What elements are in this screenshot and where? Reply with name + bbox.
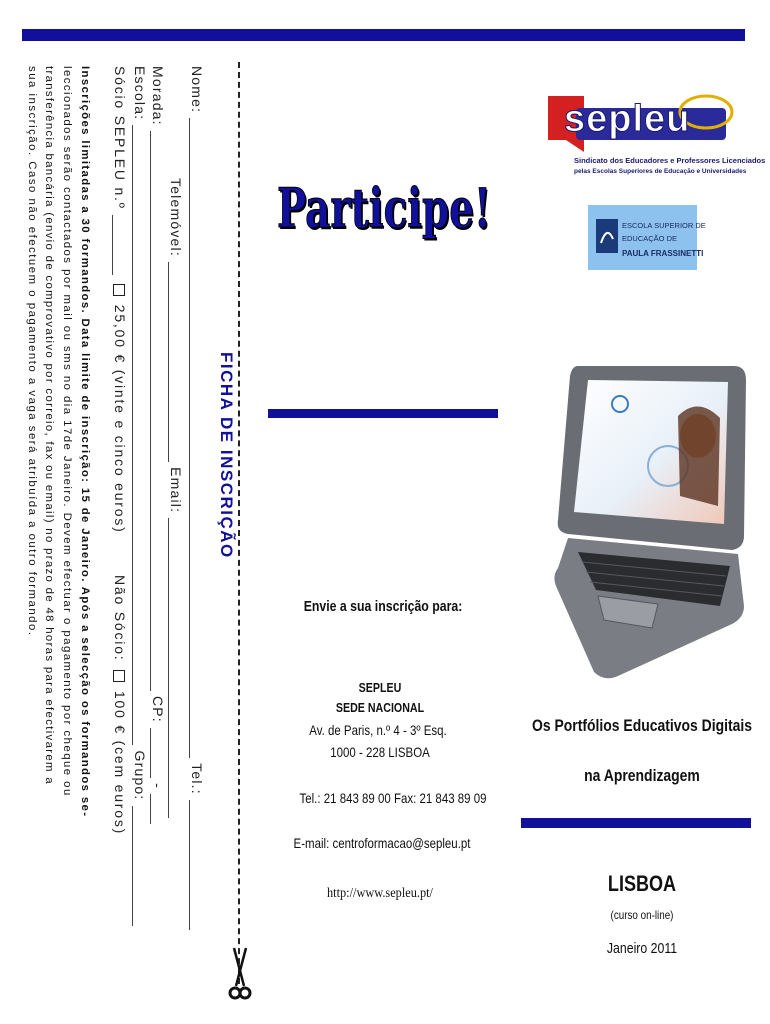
nome-label: Nome: [189,66,205,114]
sepleu-logo-text: sepleu [564,98,691,140]
notice-line-4: sua inscrição. Caso não efectuem o pagamento a vaga será atribuída a outro formando. [26,66,38,637]
cp-field[interactable] [150,728,163,778]
socio-number-field[interactable] [112,215,125,275]
participe-heading: Participe! [276,176,492,240]
form-line-morada [150,66,166,824]
sede-name: SEDE NACIONAL [335,700,425,715]
course-date: Janeiro 2011 [606,940,678,957]
nao-socio-checkbox[interactable] [113,670,125,682]
form-line-nome [189,66,205,930]
sepleu-tagline-2: pelas Escolas Superiores de Educação e Universidades [574,168,747,175]
cut-line [238,62,240,984]
envie-text: Envie a sua inscrição para: [303,598,463,615]
notice-line-3: transferência bancária (envio de comprovativo por correio, fax ou email) no prazo de 48 horas para efectivarem a [43,66,55,785]
tel-field[interactable] [189,800,202,930]
notice-line-1: Inscrições limitadas a 30 formandos. Data limite de inscrição: 15 de Janeiro. Após a selecção os formandos se- [79,66,91,818]
escola-field[interactable] [132,125,145,745]
telemovel-label: Telemóvel: [168,178,184,257]
school-name-3: PAULA FRASSINETTI [622,249,704,258]
form-title: FICHA DE INSCRIÇÃO [217,352,236,559]
telemovel-field[interactable] [168,262,181,462]
address-line-2: 1000 - 228 LISBOA [330,744,430,760]
nao-socio-price: 100 € (cem euros) [112,690,128,836]
form-line-escola [132,66,148,926]
nome-field[interactable] [189,118,202,758]
morada-label: Morada: [150,66,166,126]
email-field[interactable] [168,518,181,818]
morada-field[interactable] [150,131,163,691]
cp-dash: - [150,783,166,789]
top-bar [22,29,745,41]
form-line-socio [112,66,128,835]
socio-price: 25,00 € (vinte e cinco euros) [112,304,128,534]
org-name: SEPLEU [358,680,402,695]
school-name-2: EDUCAÇÃO DE [622,234,678,243]
grupo-field[interactable] [132,806,145,926]
course-mode: (curso on-line) [610,908,674,922]
school-logo [588,205,706,270]
grupo-label: Grupo: [132,750,148,801]
city-title: LISBOA [607,871,677,896]
scissors-icon [228,946,252,1004]
nao-socio-label: Não Sócio: [112,575,128,662]
cp-label: CP: [150,695,166,723]
school-name-1: ESCOLA SUPERIOR DE [622,221,706,230]
sepleu-tagline-1: Sindicato dos Educadores e Professores Licenciados [574,156,766,165]
socio-label: Sócio SEPLEU n.º [112,66,128,210]
sepleu-logo [546,90,766,180]
form-line-telemovel [168,178,184,818]
middle-divider [268,409,498,418]
socio-checkbox[interactable] [113,284,125,296]
course-title-1: Os Portfólios Educativos Digitais [532,716,752,735]
tel-label: Tel.: [189,763,205,795]
laptop-image [548,356,752,686]
address-line-1: Av. de Paris, n.º 4 - 3º Esq. [309,722,447,738]
course-title-2: na Aprendizagem [584,766,700,785]
right-divider [521,818,751,828]
escola-label: Escola: [132,66,148,121]
phone-fax: Tel.: 21 843 89 00 Fax: 21 843 89 09 [299,790,487,806]
email-label: Email: [168,467,184,514]
notice-line-2: leccionados serão contactados por mail ou sms no dia 17de Janeiro. Devem efectuar o pagamento por cheque ou [61,66,73,797]
website-link[interactable]: http://www.sepleu.pt/ [327,886,433,901]
cp-suffix-field[interactable] [150,794,163,824]
email-contact[interactable]: E-mail: centroformacao@sepleu.pt [293,835,471,851]
school-emblem-icon [596,219,618,253]
